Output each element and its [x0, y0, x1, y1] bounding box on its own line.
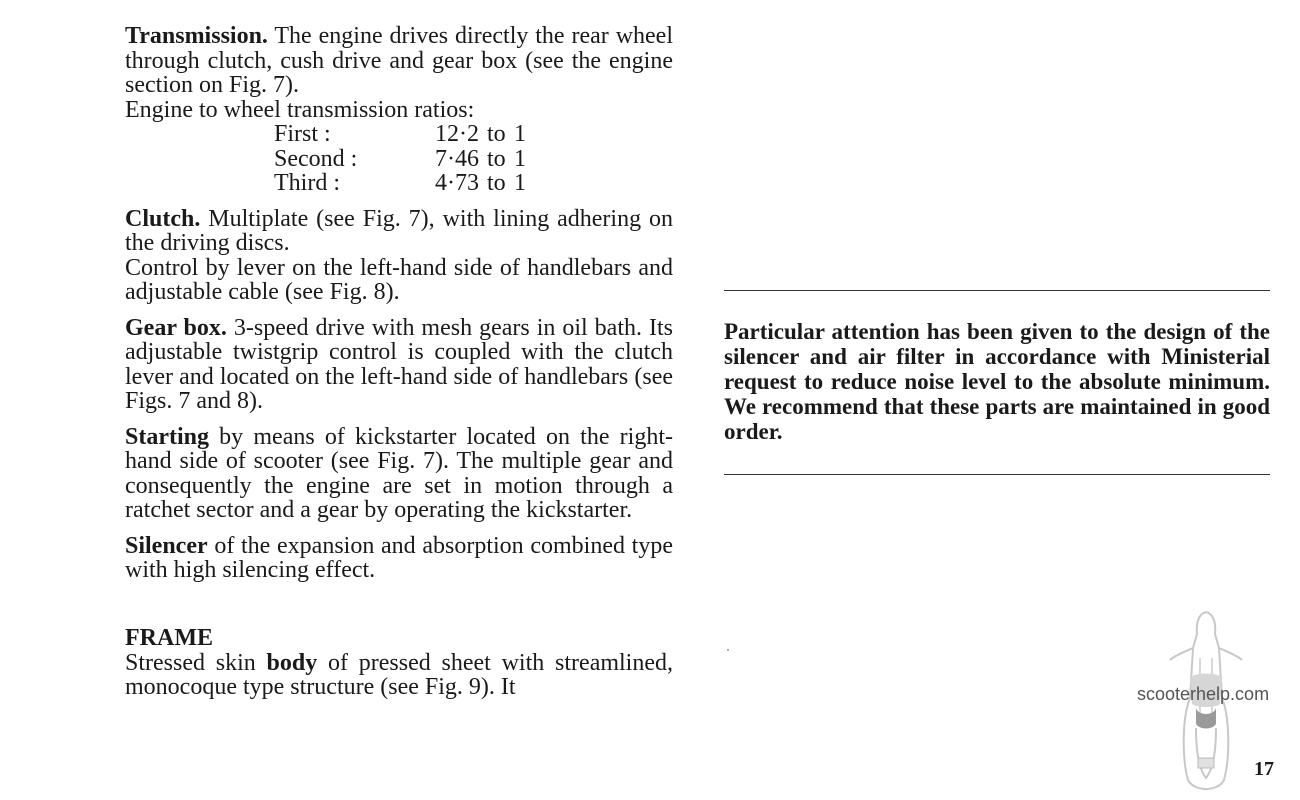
ratio-value: 4·73 [435, 170, 479, 196]
ratio-base: 1 [514, 145, 526, 172]
left-column [125, 24, 673, 700]
silencer-text: of the expansion and absorption combined type with high silencing effect. [125, 532, 673, 583]
frame-title: FRAME [125, 624, 213, 651]
page-number: 17 [1254, 758, 1274, 780]
ratio-to: to [487, 170, 506, 196]
gearbox-text: 3-speed drive with mesh gears in oil bath. Its adjustable twistgrip control is coupled with the clutch lever and located on the left-hand side of handlebars (see Figs. 7 and 8). [125, 314, 673, 414]
starting-paragraph [125, 425, 673, 523]
ratio-base: 1 [514, 170, 526, 196]
clutch-text: Multiplate (see Fig. 7), with lining adhering on the driving discs. [125, 205, 673, 256]
silencer-heading: Silencer [125, 532, 208, 559]
top-rule [724, 290, 1270, 291]
starting-text: by means of kickstarter located on the right-hand side of scooter (see Fig. 7). The multiple gear and consequently the engine are set in motion through a ratchet sector and a gear by operating the kickstarter. [125, 423, 673, 523]
ratio-base: 1 [514, 121, 526, 147]
clutch-control: Control by lever on the left-hand side of handlebars and adjustable cable (see Fig. 8). [125, 254, 673, 305]
frame-text-before: Stressed skin [125, 649, 267, 676]
right-column [724, 290, 1270, 475]
gearbox-heading: Gear box. [125, 314, 227, 341]
clutch-paragraph [125, 207, 673, 256]
ratios-table [274, 122, 526, 196]
gearbox-paragraph [125, 316, 673, 414]
starting-heading: Starting [125, 423, 209, 450]
ratio-row [274, 171, 526, 196]
ratio-gear: Second : [274, 145, 358, 172]
ratio-row [274, 122, 526, 147]
ratio-row [274, 147, 526, 172]
watermark-text: scooterhelp.com [1137, 684, 1270, 704]
ratios-intro: Engine to wheel transmission ratios: [125, 96, 475, 123]
speck [727, 649, 729, 651]
frame-paragraph [125, 651, 673, 700]
transmission-paragraph [125, 24, 673, 98]
notice-box: Particular attention has been given to the design of the silencer and air filter in accordance with Ministerial request to reduce noise level to the absolute minimum. We recommend that these parts are maintained in good order. [724, 319, 1270, 444]
frame-bold-word: body [266, 649, 318, 676]
transmission-text: The engine drives directly the rear wheel through clutch, cush drive and gear box (see the engine section on Fig. 7). [125, 23, 673, 98]
bottom-rule [724, 474, 1270, 475]
ratio-value: 7·46 [435, 145, 479, 172]
ratio-to: to [487, 121, 506, 147]
ratio-value: 12·2 [435, 121, 479, 147]
clutch-heading: Clutch. [125, 205, 201, 232]
silencer-paragraph [125, 534, 673, 583]
transmission-heading: Transmission. [125, 23, 268, 49]
frame-text-after: of pressed sheet with streamlined, monocoque type structure (see Fig. 9). It [125, 649, 673, 700]
ratio-gear: Third : [274, 170, 340, 196]
ratio-gear: First : [274, 121, 331, 147]
ratio-to: to [487, 145, 506, 172]
